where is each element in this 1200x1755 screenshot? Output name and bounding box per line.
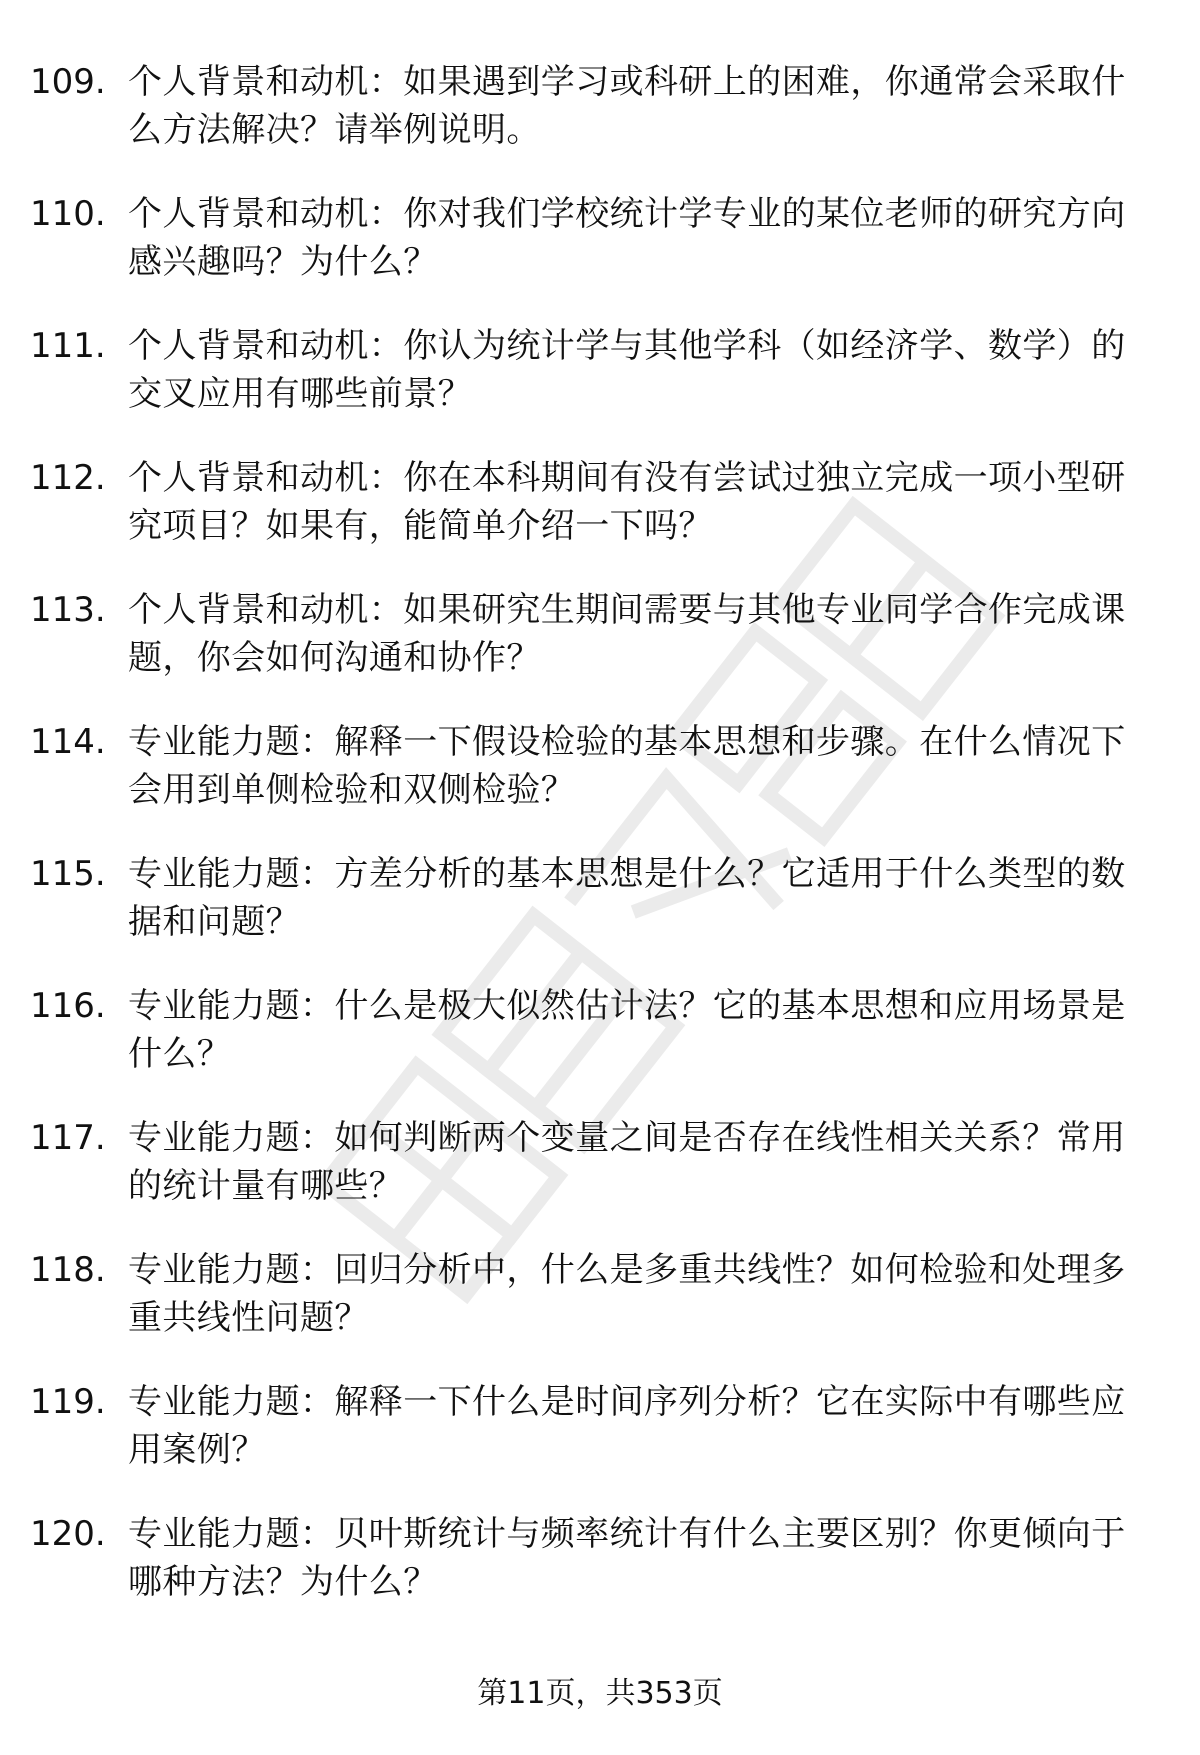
- question-number: 119.: [30, 1382, 106, 1422]
- question-item: [30, 586, 1150, 718]
- question-item: [30, 982, 1150, 1114]
- question-number: 117.: [30, 1118, 106, 1158]
- question-item: [30, 850, 1150, 982]
- question-number: 118.: [30, 1250, 106, 1290]
- question-text: 个人背景和动机：如果研究生期间需要与其他专业同学合作完成课题，你会如何沟通和协作？: [128, 590, 1126, 678]
- question-text: 专业能力题：方差分析的基本思想是什么？它适用于什么类型的数据和问题？: [128, 854, 1126, 942]
- question-text: 专业能力题：解释一下什么是时间序列分析？它在实际中有哪些应用案例？: [128, 1382, 1126, 1470]
- question-item: [30, 58, 1150, 190]
- question-text: 个人背景和动机：你在本科期间有没有尝试过独立完成一项小型研究项目？如果有，能简单介绍一下吗？: [128, 458, 1126, 546]
- question-text: 专业能力题：贝叶斯统计与频率统计有什么主要区别？你更倾向于哪种方法？为什么？: [128, 1514, 1126, 1602]
- question-number: 111.: [30, 326, 106, 366]
- question-item: [30, 190, 1150, 322]
- page-footer: [0, 1674, 1200, 1714]
- question-text: 专业能力题：回归分析中，什么是多重共线性？如何检验和处理多重共线性问题？: [128, 1250, 1126, 1338]
- question-text: 专业能力题：什么是极大似然估计法？它的基本思想和应用场景是什么？: [128, 986, 1126, 1074]
- question-text: 个人背景和动机：如果遇到学习或科研上的困难，你通常会采取什么方法解决？请举例说明。: [128, 62, 1126, 150]
- question-item: [30, 322, 1150, 454]
- question-number: 116.: [30, 986, 106, 1026]
- question-text: 个人背景和动机：你认为统计学与其他学科（如经济学、数学）的交叉应用有哪些前景？: [128, 326, 1126, 414]
- question-item: [30, 1510, 1150, 1642]
- question-number: 114.: [30, 722, 106, 762]
- question-text: 专业能力题：解释一下假设检验的基本思想和步骤。在什么情况下会用到单侧检验和双侧检验？: [128, 722, 1126, 810]
- question-number: 113.: [30, 590, 106, 630]
- question-item: [30, 454, 1150, 586]
- question-text: 个人背景和动机：你对我们学校统计学专业的某位老师的研究方向感兴趣吗？为什么？: [128, 194, 1126, 282]
- question-number: 120.: [30, 1514, 106, 1554]
- question-list: [30, 58, 1150, 1642]
- question-text: 专业能力题：如何判断两个变量之间是否存在线性相关关系？常用的统计量有哪些？: [128, 1118, 1126, 1206]
- question-number: 112.: [30, 458, 106, 498]
- question-item: [30, 1378, 1150, 1510]
- question-number: 109.: [30, 62, 106, 102]
- question-number: 115.: [30, 854, 106, 894]
- question-item: [30, 718, 1150, 850]
- question-item: [30, 1246, 1150, 1378]
- question-number: 110.: [30, 194, 106, 234]
- question-item: [30, 1114, 1150, 1246]
- page-number-label: 第11页，共353页: [477, 1676, 723, 1711]
